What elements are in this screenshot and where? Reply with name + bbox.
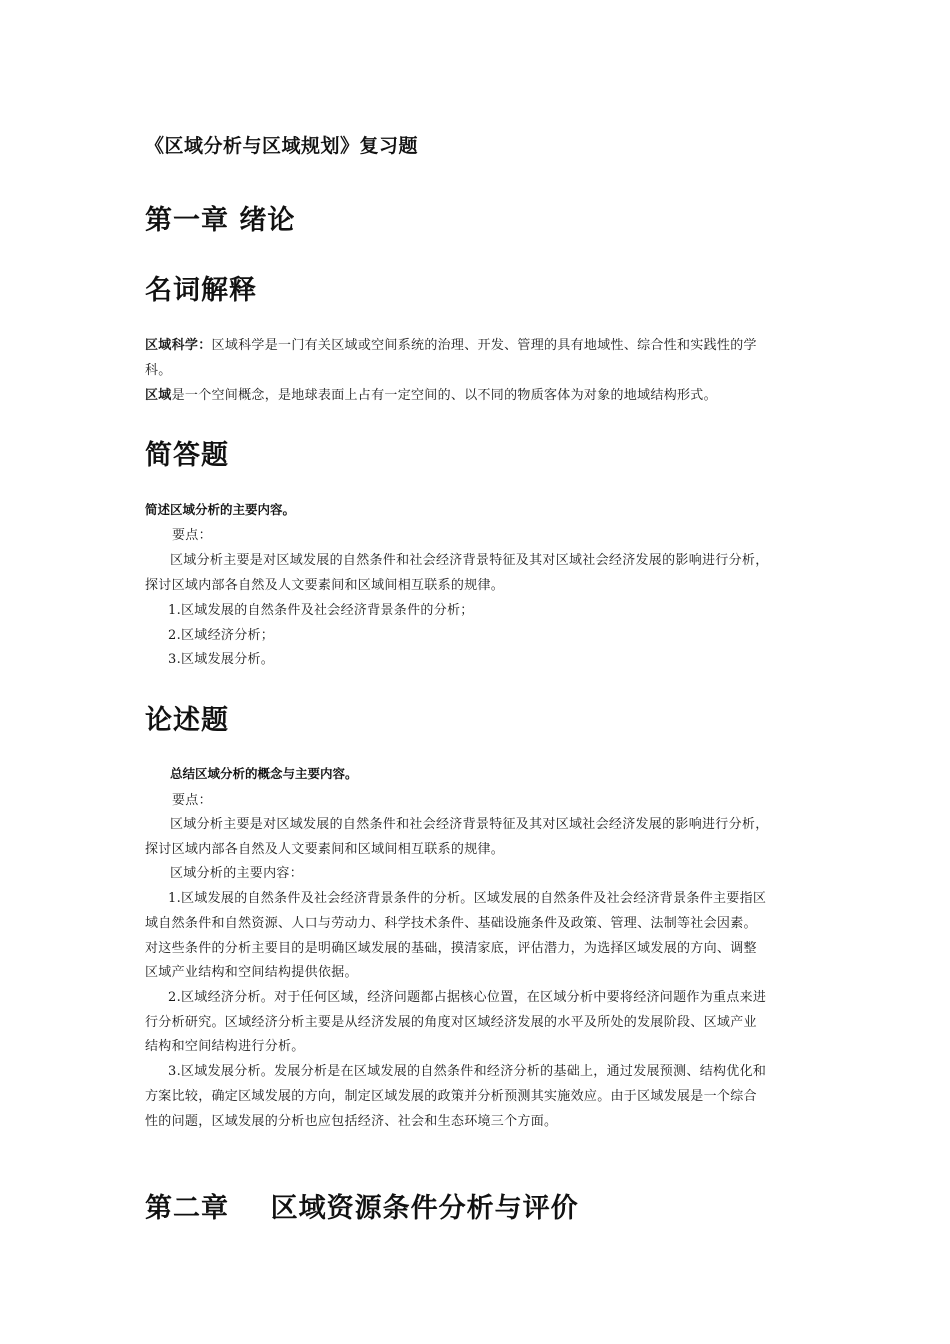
essay-line: 结构和空间结构进行分析。 — [145, 1039, 305, 1054]
essay-line: 行分析研究。区域经济分析主要是从经济发展的角度对区域经济发展的水平及所处的发展阶段、区域产业 — [145, 1015, 757, 1030]
essay-line: 1.区域发展的自然条件及社会经济背景条件的分析。区域发展的自然条件及社会经济背景条件主要指区 — [168, 891, 767, 906]
document-title: 《区域分析与区域规划》复习题 — [145, 135, 419, 157]
essay-line: 性的问题，区域发展的分析也应包括经济、社会和生态环境三个方面。 — [145, 1114, 558, 1129]
term-label: 区域科学： — [145, 338, 212, 353]
chapter-2-heading: 第二章 区域资源条件分析与评价 — [145, 1193, 579, 1224]
term-definition-line — [145, 384, 717, 403]
answer-line: 探讨区域内部各自然及人文要素间和区域间相互联系的规律。 — [145, 578, 505, 593]
chapter-1-heading: 第一章 绪论 — [145, 205, 296, 236]
term-text: 是一个空间概念，是地球表面上占有一定空间的、以不同的物质客体为对象的地域结构形式。 — [171, 388, 717, 403]
essay-line: 3.区域发展分析。发展分析是在区域发展的自然条件和经济分析的基础上，通过发展预测、结构优化和 — [168, 1064, 767, 1079]
key-points-label: 要点： — [172, 793, 212, 808]
essay-line: 区域产业结构和空间结构提供依据。 — [145, 965, 358, 980]
answer-list-item: 3.区域发展分析。 — [168, 652, 275, 667]
term-text: 区域科学是一门有关区域或空间系统的治理、开发、管理的具有地域性、综合性和实践性的学 — [211, 338, 757, 353]
short-answer-section-heading: 简答题 — [145, 440, 229, 471]
answer-list-item: 2.区域经济分析； — [168, 628, 275, 643]
term-definition-continuation: 科。 — [145, 363, 172, 378]
essay-line: 区域分析的主要内容： — [170, 866, 304, 881]
essay-line: 探讨区域内部各自然及人文要素间和区域间相互联系的规律。 — [145, 842, 505, 857]
answer-line: 区域分析主要是对区域发展的自然条件和社会经济背景特征及其对区域社会经济发展的影响进行分析， — [170, 553, 769, 568]
essay-line: 方案比较，确定区域发展的方向，制定区域发展的政策并分析预测其实施效应。由于区域发展是一个综合 — [145, 1089, 757, 1104]
essay-line: 区域分析主要是对区域发展的自然条件和社会经济背景特征及其对区域社会经济发展的影响进行分析， — [170, 817, 769, 832]
term-label: 区域 — [145, 388, 172, 403]
term-definition-line — [145, 334, 757, 353]
essay-line: 域自然条件和自然资源、人口与劳动力、科学技术条件、基础设施条件及政策、管理、法制等社会因素。 — [145, 916, 757, 931]
terms-section-heading: 名词解释 — [145, 275, 257, 306]
essay-question: 总结区域分析的概念与主要内容。 — [170, 766, 358, 781]
essay-line: 2.区域经济分析。对于任何区域，经济问题都占据核心位置，在区域分析中要将经济问题作为重点来进 — [168, 990, 767, 1005]
short-answer-question: 简述区域分析的主要内容。 — [145, 502, 296, 517]
essay-section-heading: 论述题 — [145, 705, 229, 736]
key-points-label: 要点： — [172, 528, 212, 543]
essay-line: 对这些条件的分析主要目的是明确区域发展的基础，摸清家底，评估潜力，为选择区域发展的方向、调整 — [145, 941, 757, 956]
answer-list-item: 1.区域发展的自然条件及社会经济背景条件的分析； — [168, 603, 474, 618]
